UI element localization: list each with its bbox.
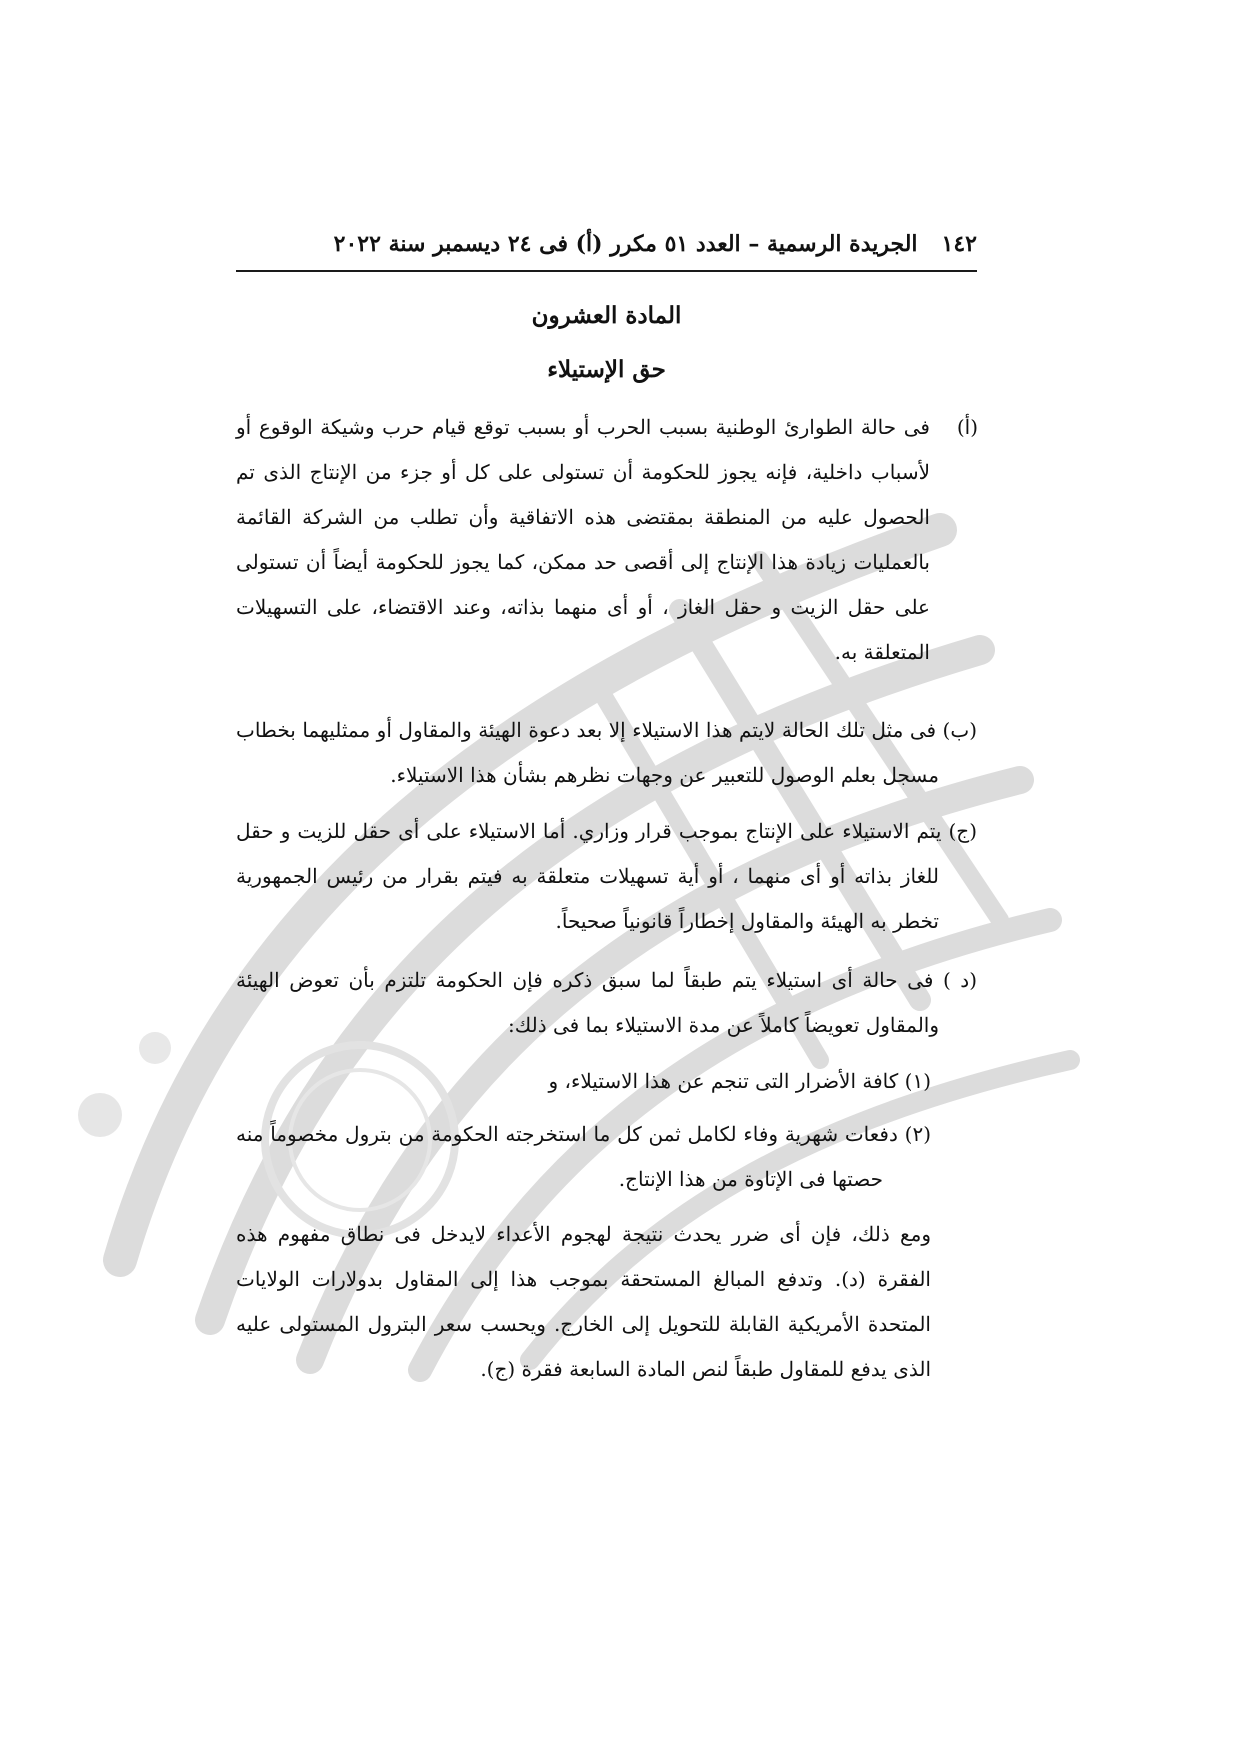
clause-b: (ب) فى مثل تلك الحالة لايتم هذا الاستيلاء إلا بعد دعوة الهيئة والمقاول أو ممثليهما بخطاب مسجل بعلم الوصول للتعبير عن وجهات نظرهم بشأن هذا الاستيلاء. bbox=[236, 718, 977, 787]
clause-c: (ج) يتم الاستيلاء على الإنتاج بموجب قرار وزاري. أما الاستيلاء على أى حقل للزيت و حقل للغاز بذاته أو أى منهما ، أو أية تسهيلات متعلقة به فيتم بقرار من رئيس الجمهورية تخطر به الهيئة والمقاول إخطاراً قانونياً صحيحاً. bbox=[236, 819, 977, 933]
clause-a-marker: (أ) bbox=[956, 415, 978, 439]
article-subtitle: حق الإستيلاء bbox=[547, 356, 666, 383]
clause-closing: ومع ذلك، فإن أى ضرر يحدث نتيجة لهجوم الأعداء لايدخل فى نطاق مفهوم هذه الفقرة (د). وتدفع المبالغ المستحقة بموجب هذا إلى المقاول بدولارات الولايات المتحدة الأمريكية القابلة للتحويل إلى الخارج. ويحسب سعر البترول المستولى عليه الذى يدفع للمقاول طبقاً لنص المادة السابعة فقرة (ج). bbox=[236, 1222, 931, 1381]
article-title: المادة العشرون bbox=[531, 302, 682, 329]
clause-a: فى حالة الطوارئ الوطنية بسبب الحرب أو بسبب توقع قيام حرب وشيكة الوقوع أو لأسباب داخلية، فإنه يجوز للحكومة أن تستولى على كل أو جزء من الإنتاج الذى تم الحصول عليه من المنطقة بمقتضى هذه الاتفاقية وأن تطلب من الشركة القائمة بالعمليات زيادة هذا الإنتاج إلى أقصى حد ممكن، كما يجوز للحكومة أيضاً أن تستولى على حقل الزيت و حقل الغاز ، أو أى منهما بذاته، وعند الاقتضاء، على التسهيلات المتعلقة به. bbox=[236, 415, 930, 664]
page-number: ١٤٢ bbox=[941, 231, 977, 257]
publication-line: الجريدة الرسمية – العدد ٥١ مكرر (أ) فى ٢٤ ديسمبر سنة ٢٠٢٢ bbox=[333, 231, 918, 257]
clause-d-item-1: (١) كافة الأضرار التى تنجم عن هذا الاستيلاء، و bbox=[548, 1069, 931, 1093]
clause-d-item-2: (٢) دفعات شهرية وفاء لكامل ثمن كل ما استخرجته الحكومة من بترول مخصوماً منه حصتها فى الإتاوة من هذا الإنتاج. bbox=[236, 1122, 931, 1191]
clause-d: (د ) فى حالة أى استيلاء يتم طبقاً لما سبق ذكره فإن الحكومة تلتزم بأن تعوض الهيئة والمقاول تعويضاً كاملاً عن مدة الاستيلاء بما فى ذلك: bbox=[236, 968, 977, 1037]
page-header bbox=[236, 226, 977, 272]
